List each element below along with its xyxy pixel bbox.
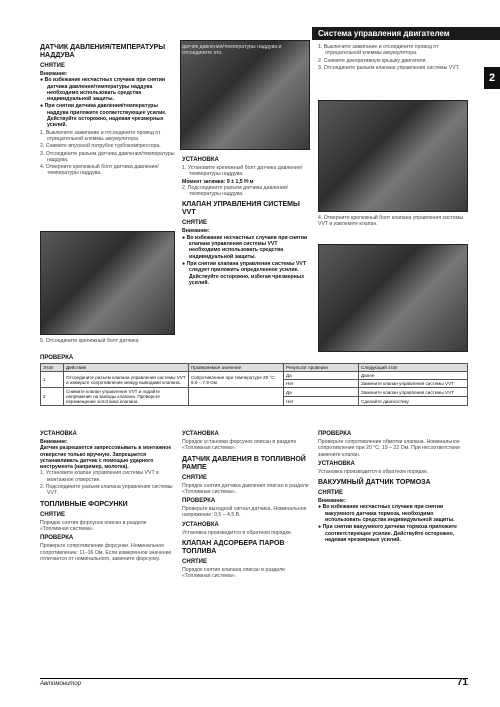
- attention-label: Внимание:: [318, 498, 346, 505]
- paragraph: Порядок снятия клапана описан в разделе «Топливная система».: [182, 567, 285, 580]
- table-cell: Замените клапан управления системы VVT: [359, 388, 468, 397]
- section-header: Система управления двигателем: [312, 27, 500, 40]
- column-2: [182, 154, 310, 287]
- warning-item: ● При снятии датчика давления/температуры наддува приложите соответствующее усилие. Действуйте осторожно, надевая чрезмерных усилий.: [40, 103, 167, 129]
- bottom-column-1: [40, 428, 175, 562]
- footer-divider: [40, 678, 468, 679]
- check-title: ПРОВЕРКА: [40, 355, 74, 361]
- warning-item: ● Во избежание несчастных случаев при снятии клапана управления системы VVT необходимо использовать средства индивидуальной защиты.: [182, 234, 308, 260]
- attention-label: Внимание:: [40, 439, 68, 445]
- paragraph: Порядок установки форсунок описан в разделе «Топливная система».: [182, 439, 297, 452]
- subheading: УСТАНОВКА: [40, 431, 77, 437]
- check-table: [40, 363, 468, 406]
- column-3: [318, 44, 468, 72]
- subheading: СНЯТИЕ: [40, 511, 65, 518]
- table-cell: Нет: [284, 397, 359, 406]
- subheading: УСТАНОВКА: [182, 521, 219, 528]
- step: 4. Отверните крепежный болт клапана управления системы VVT и извлеките клапан.: [318, 215, 464, 228]
- photo-vvt-bolt: [318, 244, 468, 352]
- step: 2. Подсоедините разъем датчика давления/температуры наддува.: [182, 184, 289, 198]
- bottom-column-2: [182, 428, 310, 580]
- step: 1. Установите крепежный болт датчика давления/температуры наддува.: [182, 165, 303, 178]
- subheading: ПРОВЕРКА: [40, 535, 74, 542]
- attention-label: Внимание:: [40, 71, 68, 77]
- bottom-column-3: [318, 428, 468, 544]
- section-title: ДАТЧИК ДАВЛЕНИЯ/ТЕМПЕРАТУРЫ НАДДУВА: [40, 44, 166, 59]
- section-title: КЛАПАН АДСОРБЕРА ПАРОВ ТОПЛИВА: [182, 540, 285, 556]
- header-cell: Проверяемое значение: [189, 364, 284, 372]
- header-cell: Следующий этап: [359, 364, 468, 372]
- table-cell: 1: [41, 372, 64, 388]
- header-cell: Действие: [64, 364, 189, 372]
- footer-publisher: Автомонитор: [40, 681, 82, 687]
- subheading: ПРОВЕРКА: [318, 431, 352, 437]
- paragraph: Установка производится в обратном порядке.: [182, 529, 293, 536]
- step: 2. Снимите декоративную крышку двигателя.: [318, 57, 427, 64]
- table-cell: Замените клапан управления системы VVT: [359, 380, 468, 388]
- table-row: [41, 372, 468, 380]
- subheading: УСТАНОВКА: [182, 157, 219, 163]
- subheading: СНЯТИЕ: [182, 559, 207, 566]
- table-cell: Далее: [359, 372, 468, 380]
- step: 4. Отверните крепежный болт датчика давления/температуры наддува.: [40, 164, 159, 177]
- section-title: ТОПЛИВНЫЕ ФОРСУНКИ: [40, 500, 128, 508]
- table-cell: Отсоедините разъем клапана управления системы VVT и измерьте сопротивление между выводами клапана.: [64, 372, 189, 388]
- paragraph: Проверьте сопротивление обмотки клапана. Номинальное сопротивление при 20 °С: 19 – 22 Ом. При несоответствии замените клапан.: [318, 439, 460, 458]
- section-title: ДАТЧИК ДАВЛЕНИЯ В ТОПЛИВНОЙ РАМПЕ: [182, 455, 306, 471]
- table-cell: Сопротивление при температуре 20 °С: 6,9 – 7,9 Ом: [189, 372, 284, 388]
- warning-item: ● Во избежание несчастных случаев при снятии вакуумного датчика тормоза, необходимо использовать средства индивидуальной защиты.: [318, 504, 455, 524]
- photo-caption: 5. Отсоедините крепежный болт датчика: [40, 338, 139, 344]
- header-cell: Результат проверки: [284, 364, 359, 372]
- table-cell: 2: [41, 388, 64, 406]
- step: 2. Подсоедините разъем клапана управления системы VVT.: [40, 484, 173, 497]
- section-title: ВАКУУМНЫЙ ДАТЧИК ТОРМОЗА: [318, 479, 431, 487]
- photo-vvt-valve: [318, 100, 468, 212]
- step: 3. Отсоедините разъем датчика давления/температуры наддува.: [40, 150, 175, 163]
- warning-item: ● При снятии вакуумного датчика тормоза приложите соответствующее усилие. Действуйте осторожно, надевая чрезмерных усилий.: [318, 524, 458, 543]
- page-number: 71: [456, 677, 468, 688]
- table-cell: [189, 388, 284, 406]
- table-cell: Нет: [284, 380, 359, 388]
- step: 1. Установите клапан управления системы VVT в монтажное отверстие.: [40, 470, 159, 483]
- step: 1. Выключите зажигание и отсоедините провод от отрицательной клеммы аккумулятора.: [40, 129, 161, 142]
- table-header-row: [41, 364, 468, 372]
- photo-overlay-text: датчик давления/температуры наддува и отсоедините его.: [182, 44, 282, 57]
- subheading: СНЯТИЕ: [318, 490, 343, 497]
- subheading: УСТАНОВКА: [318, 460, 355, 467]
- subheading: ПРОВЕРКА: [182, 498, 216, 505]
- header-cell: Этап: [41, 364, 64, 372]
- column-1: [40, 44, 175, 178]
- step: 2. Снимите впускной патрубок турбокомпрессора.: [40, 143, 161, 150]
- table-row: [41, 388, 468, 397]
- step: 3. Отсоедините разъем клапана управления системы VVT.: [318, 64, 460, 71]
- section-title: КЛАПАН УПРАВЛЕНИЯ СИСТЕМЫ VVT: [182, 201, 300, 217]
- table-cell: Да: [284, 388, 359, 397]
- warning-text: Датчик разрешается запрессовывать в монтажное отверстие только вручную. Запрещается устанавливать датчик с помощью ударного инструмента (например, молотка).: [40, 445, 172, 471]
- warning-item: ● Во избежание несчастных случаев при снятии датчика давления/температуры наддува необходимо использовать средства индивидуальной защиты.: [40, 77, 166, 103]
- torque-note: Момент затяжки: 9 ± 1,5 Н·м: [182, 178, 254, 185]
- step: 1. Выключите зажигание и отсоедините провод от отрицательной клеммы аккумулятора.: [318, 44, 439, 57]
- paragraph: Порядок снятия датчика давления описан в разделе «Топливная система».: [182, 482, 309, 495]
- table-cell: Сделайте диагностику: [359, 397, 468, 406]
- subheading: СНЯТИЕ: [182, 220, 207, 227]
- table-cell: Снимите клапан управления VVT и подайте напряжение на выводы клапана. Проверьте перемещение золотника клапана.: [64, 388, 189, 406]
- attention-label: Внимание:: [182, 228, 210, 235]
- paragraph: Проверьте сопротивление форсунки. Номинальное сопротивление: 11–16 Ом. Если измеренное значение отличается от номинального, замените форсунку.: [40, 543, 172, 562]
- paragraph: Порядок снятия форсунок описан в разделе «Топливная система».: [40, 519, 147, 532]
- subheading: СНЯТИЕ: [40, 63, 65, 69]
- warning-item: ● При снятии клапана управления системы VVT следует приложить определенное усилие. Действуйте осторожно, избегая чрезмерных усилий.: [182, 260, 307, 286]
- subheading: УСТАНОВКА: [182, 431, 219, 437]
- chapter-tab: 2: [484, 67, 500, 89]
- subheading: СНЯТИЕ: [182, 474, 207, 481]
- table-cell: Да: [284, 372, 359, 380]
- photo-pressure-sensor: [40, 231, 175, 335]
- paragraph: Установка производится в обратном порядке.: [318, 468, 429, 475]
- paragraph: Проверьте выходной сигнал датчика. Номинальное напряжение: 0,5 – 4,5 В.: [182, 506, 307, 519]
